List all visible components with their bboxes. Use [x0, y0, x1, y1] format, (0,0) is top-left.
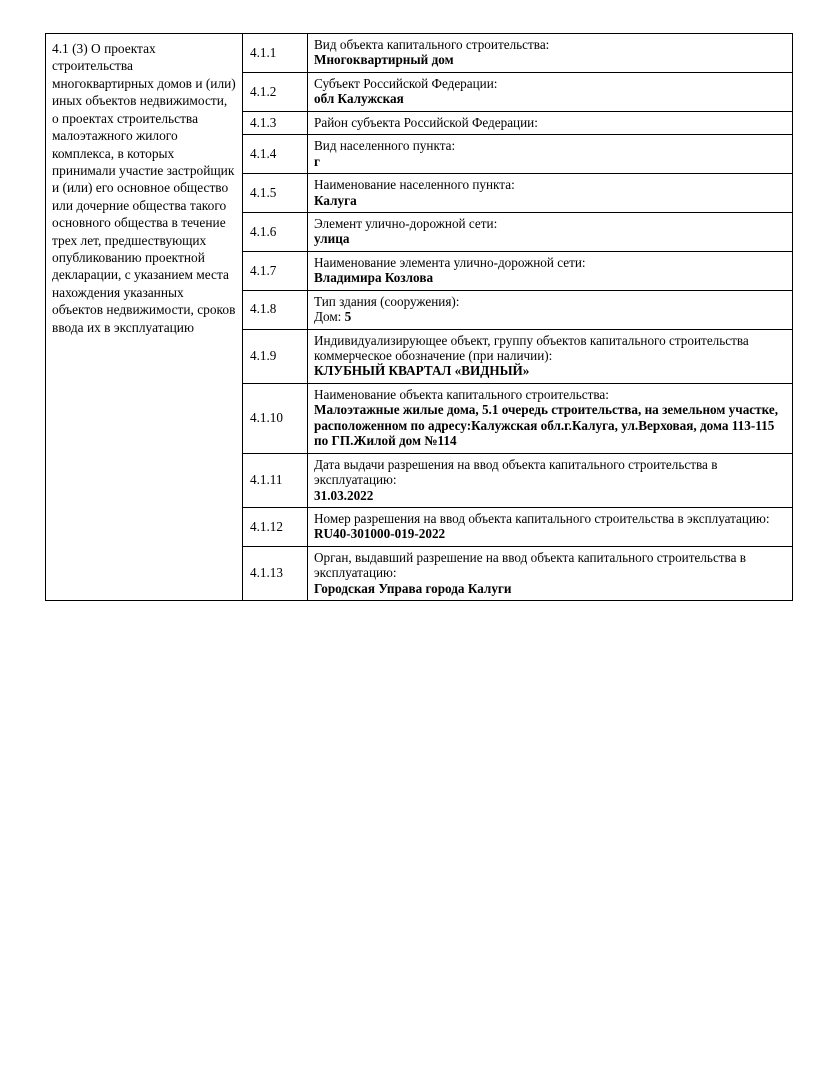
row-label: Субъект Российской Федерации: [314, 75, 498, 91]
row-value-prefix: Дом: [314, 309, 345, 325]
row-code: 4.1.12 [243, 507, 308, 546]
row-content [308, 453, 793, 507]
row-label: Вид объекта капитального строительства: [314, 37, 550, 52]
row-value: улица [314, 231, 350, 247]
row-content [308, 251, 793, 290]
row-value: Калуга [314, 192, 357, 208]
row-content [308, 212, 793, 251]
row-value: КЛУБНЫЙ КВАРТАЛ «ВИДНЫЙ» [314, 363, 530, 379]
row-value: Владимира Козлова [314, 270, 434, 286]
row-code: 4.1.13 [243, 546, 308, 600]
row-label: Вид населенного пункта: [314, 138, 456, 154]
row-label: Наименование населенного пункта: [314, 177, 515, 193]
row-code: 4.1.4 [243, 135, 308, 174]
row-code: 4.1.11 [243, 453, 308, 507]
row-value: Многоквартирный дом [314, 52, 454, 68]
row-label: Индивидуализирующее объект, группу объектов капитального строительства коммерческое обозначение (при наличии): [314, 332, 749, 363]
row-value-line [314, 309, 787, 324]
row-code: 4.1.2 [243, 72, 308, 111]
row-content [308, 507, 793, 546]
row-content [308, 383, 793, 453]
row-label: Тип здания (сооружения): [314, 293, 460, 309]
row-value: 5 [344, 309, 352, 325]
row-value: обл Калужская [314, 91, 404, 107]
row-content [308, 34, 793, 73]
row-label: Орган, выдавший разрешение на ввод объекта капитального строительства в эксплуатацию: [314, 549, 746, 581]
row-code: 4.1.8 [243, 290, 308, 329]
row-label: Дата выдачи разрешения на ввод объекта капитального строительства в эксплуатацию: [314, 456, 718, 488]
row-content [308, 111, 793, 134]
row-label: Элемент улично-дорожной сети: [314, 215, 498, 231]
row-code: 4.1.3 [243, 111, 308, 134]
row-code: 4.1.6 [243, 212, 308, 251]
row-content [308, 174, 793, 213]
row-value: 31.03.2022 [314, 487, 374, 503]
row-code: 4.1.10 [243, 383, 308, 453]
declaration-table [45, 33, 793, 601]
section-title-cell: 4.1 (3) О проектах строительства многоквартирных домов и (или) иных объектов недвижимости, о проектах строительства малоэтажного жилого комплекса, в которых принимали участие застройщик и (или) его основное общество или дочерние общества такого основного общества в течение трех лет, предшествующих опубликованию проектной декларации, с указанием места нахождения указанных объектов недвижимости, сроков ввода их в эксплуатацию [46, 34, 243, 601]
row-content [308, 135, 793, 174]
row-label: Район субъекта Российской Федерации: [314, 114, 538, 130]
row-code: 4.1.5 [243, 174, 308, 213]
row-label: Наименование элемента улично-дорожной сети: [314, 254, 586, 270]
row-label: Номер разрешения на ввод объекта капитального строительства в эксплуатацию: [314, 510, 770, 526]
row-code: 4.1.1 [243, 34, 308, 73]
row-code: 4.1.7 [243, 251, 308, 290]
row-value: г [314, 153, 320, 169]
row-value: Малоэтажные жилые дома, 5.1 очередь строительства, на земельном участке, расположенном по адресу:Калужская обл.г.Калуга, ул.Верховая, дома 113-115 по ГП.Жилой дом №114 [314, 402, 779, 449]
table-body [46, 34, 793, 601]
row-label: Наименование объекта капитального строительства: [314, 386, 609, 402]
row-code: 4.1.9 [243, 329, 308, 383]
table-row [46, 34, 793, 73]
row-content [308, 329, 793, 383]
row-content [308, 546, 793, 600]
row-content [308, 290, 793, 329]
row-content [308, 72, 793, 111]
row-value: Городская Управа города Калуги [314, 580, 512, 596]
row-value: RU40-301000-019-2022 [314, 526, 446, 542]
